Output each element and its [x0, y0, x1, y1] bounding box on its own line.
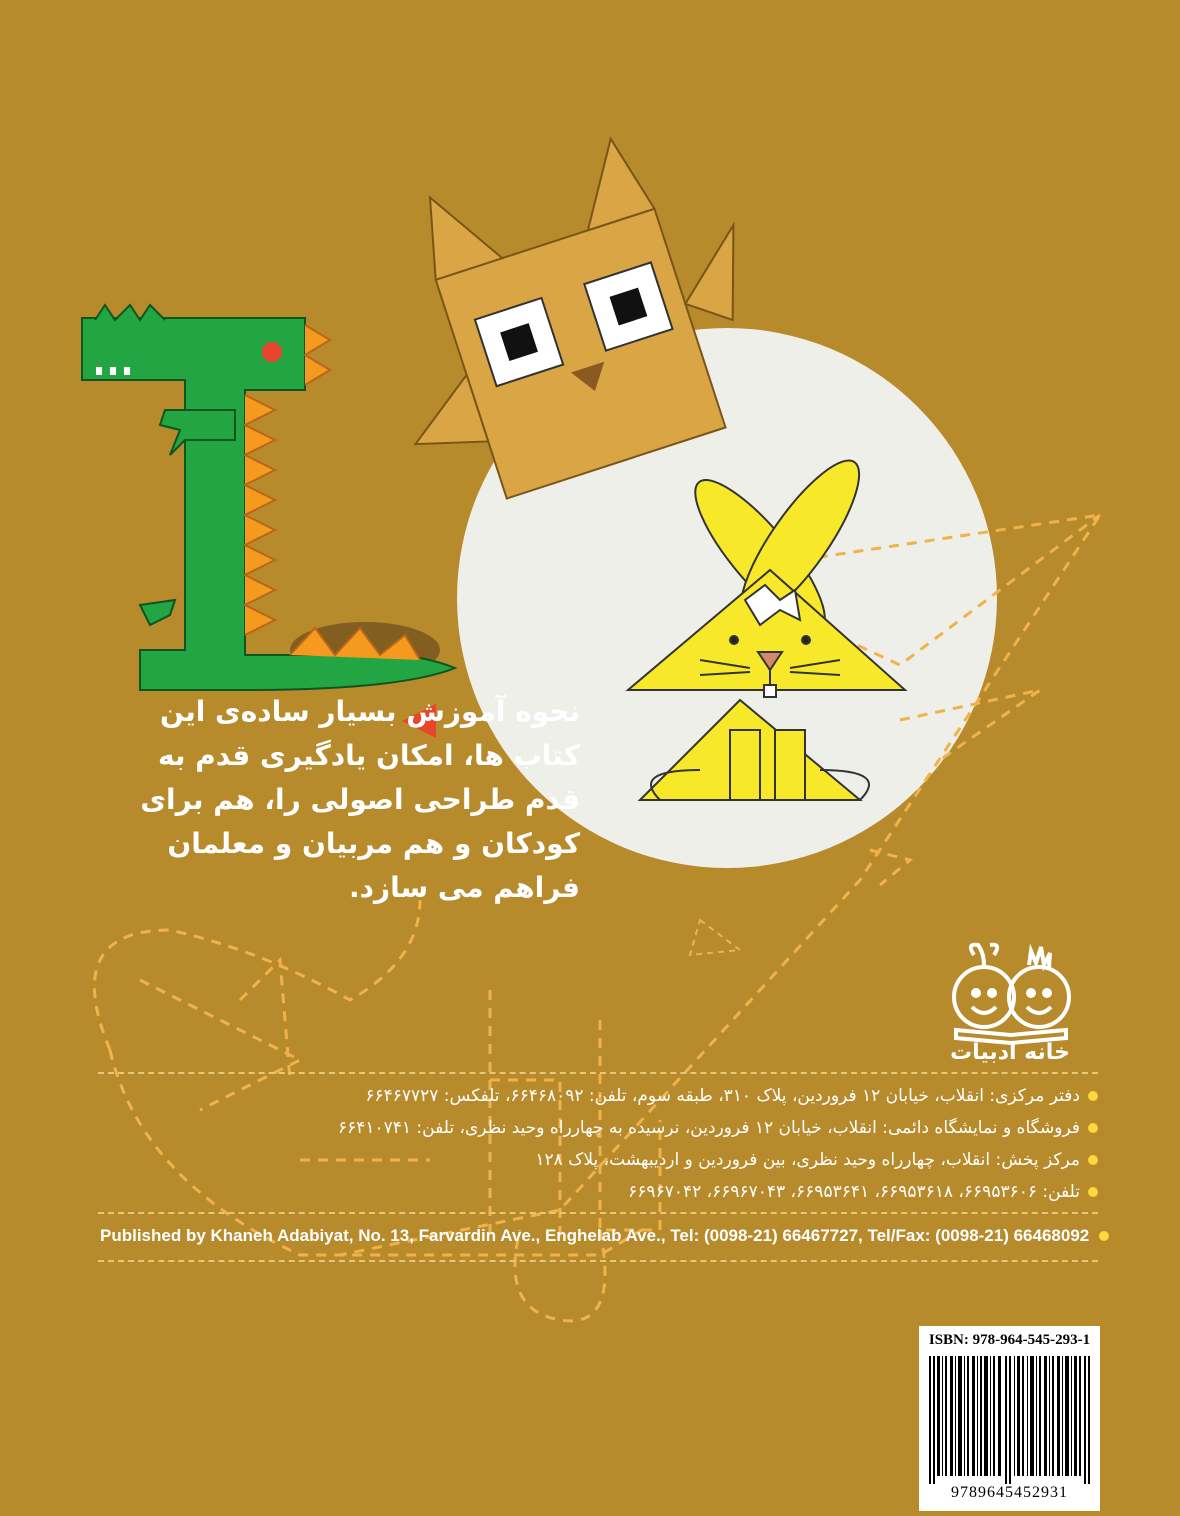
- contact-line: [628, 1182, 1098, 1202]
- contact-info: [98, 1086, 1098, 1206]
- divider: [98, 1212, 1098, 1214]
- isbn-label: ISBN: 978-964-545-293-1: [928, 1332, 1091, 1348]
- bullet-dot: [1088, 1123, 1098, 1133]
- isbn-barcode: [919, 1326, 1100, 1511]
- bullet-dot: [1088, 1155, 1098, 1165]
- contact-line: [338, 1118, 1098, 1138]
- english-text: Published by Khaneh Adabiyat, No. 13, Farvardin Ave., Enghelab Ave., Tel: (0098-21) 66467727, Tel/Fax: (0098-21) 66468092: [100, 1226, 1090, 1245]
- small-triangle: [690, 920, 740, 955]
- crocodile-figure: [82, 305, 455, 690]
- contact-text: فروشگاه و نمایشگاه دائمی: انقلاب، خیابان ۱۲ فروردین، نرسیده به چهارراه وحید نظری، تلفن: ۶۶۴۱۰۷۴۱: [337, 1118, 1080, 1138]
- bullet-dot: [1088, 1091, 1098, 1101]
- barcode-number: 9789645452931: [951, 1484, 1068, 1501]
- contact-text: مرکز پخش: انقلاب، چهارراه وحید نظری، بین فروردین و اردیبهشت، پلاک ۱۲۸: [535, 1150, 1080, 1170]
- divider: [98, 1072, 1098, 1074]
- description-line: کتاب ها، امکان یادگیری قدم به: [157, 739, 580, 772]
- contact-line: [535, 1150, 1098, 1170]
- bullet-dot: [1099, 1231, 1109, 1241]
- description-text: [140, 690, 580, 910]
- english-publisher-line: [100, 1226, 1109, 1246]
- barcode-bars: [929, 1356, 1090, 1484]
- description-line: قدم طراحی اصولی را، هم برای: [140, 783, 580, 816]
- bullet-dot: [1088, 1187, 1098, 1197]
- divider: [98, 1260, 1098, 1262]
- publisher-logo-text: خانه ادبیات: [950, 1040, 1070, 1065]
- contact-line: [365, 1086, 1098, 1106]
- description-line: نحوه آموزش بسیار ساده‌ی این: [160, 695, 580, 728]
- contact-text: دفتر مرکزی: انقلاب، خیابان ۱۲ فروردین، پلاک ۳۱۰، طبقه سوم، تلفن: ۶۶۴۶۸۰۹۲، تلفکس: ۶۶۴۶۷۷۲۷: [365, 1086, 1080, 1106]
- description-line: فراهم می سازد.: [348, 871, 580, 904]
- contact-text: تلفن: ۶۶۹۵۳۶۰۶، ۶۶۹۵۳۶۱۸، ۶۶۹۵۳۶۴۱، ۶۶۹۶۷۰۴۳، ۶۶۹۶۷۰۴۲: [628, 1182, 1080, 1202]
- description-line: کودکان و هم مربیان و معلمان: [167, 827, 580, 860]
